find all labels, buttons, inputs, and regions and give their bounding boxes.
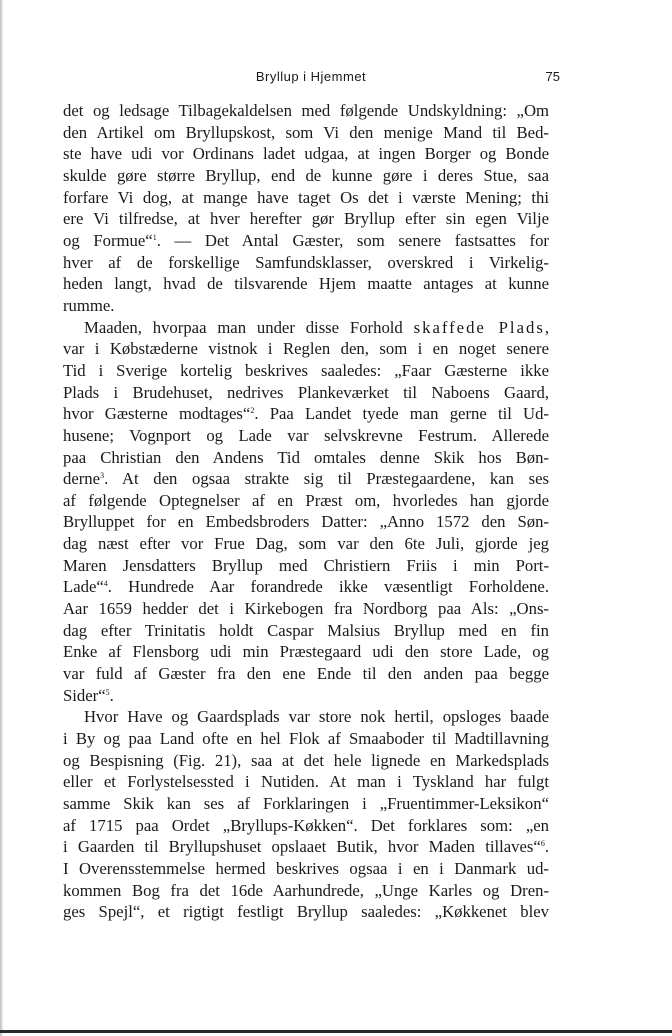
text-run: . xyxy=(109,685,114,705)
emphasized-text: skaffede Plads xyxy=(413,317,545,337)
bottom-border xyxy=(0,1030,672,1033)
text-run: samme Skik kan ses af Forklaringen i „Fruentimmer-Leksikon“ xyxy=(63,794,549,813)
body-text xyxy=(63,100,549,923)
text-line xyxy=(63,273,549,295)
text-run: . At den ogsaa strakte sig til Præstegaardene, kan ses xyxy=(104,469,549,489)
text-run: dag næst efter vor Frue Dag, som var den 6te Juli, gjorde jeg xyxy=(63,534,549,554)
text-line xyxy=(63,555,549,577)
text-run: derne xyxy=(63,469,101,489)
text-run: det og ledsage Tilbagekaldelsen med følgende Undskyldning: „Om xyxy=(63,101,549,120)
text-line xyxy=(63,598,549,620)
text-line xyxy=(63,685,549,707)
text-line xyxy=(63,511,549,533)
text-line xyxy=(63,771,549,793)
text-run: ges Spejl“, et rigtigt festligt Bryllup saaledes: „Køkkenet blev xyxy=(63,902,549,922)
text-line xyxy=(63,901,549,923)
footnote-marker: 3 xyxy=(100,471,105,481)
text-run: kommen Bog fra det 16de Aarhundrede, „Unge Karles og Dren- xyxy=(63,880,549,900)
text-line xyxy=(63,187,549,209)
text-line xyxy=(63,100,549,122)
text-line xyxy=(63,880,549,902)
text-run: husene; Vognport og Lade var selvskrevne Festrum. Allerede xyxy=(63,425,549,445)
text-line xyxy=(63,793,549,815)
text-run: . Paa Landet tyede man gerne til Ud- xyxy=(254,404,549,424)
text-line xyxy=(63,317,549,339)
text-line xyxy=(63,728,549,750)
text-line xyxy=(63,641,549,663)
text-run: eller et Forlystelsessted i Nutiden. At man i Tyskland har fulgt xyxy=(63,772,549,792)
text-run: Lade“ xyxy=(63,577,104,597)
text-run: Maren Jensdatters Bryllup med Christiern Friis i min Port- xyxy=(63,555,549,575)
text-run: Maaden, hvorpaa man under disse Forhold xyxy=(84,317,414,337)
text-line xyxy=(63,706,549,728)
text-run: Aar 1659 hedder det i Kirkebogen fra Nordborg paa Als: „Ons- xyxy=(63,599,549,619)
text-run: Hvor Have og Gaardsplads var store nok hertil, opsloges baade xyxy=(84,707,549,727)
text-run: dag efter Trinitatis holdt Caspar Malsius Bryllup med en fin xyxy=(63,620,549,640)
text-run: I Overensstemmelse hermed beskrives ogsaa i en i Danmark ud- xyxy=(63,858,549,878)
text-run: . — Det Antal Gæster, som senere fastsattes for xyxy=(156,230,549,250)
text-run: Tid i Sverige kortelig beskrives saaledes: „Faar Gæsterne ikke xyxy=(63,360,549,380)
text-run: ere Vi tilfredse, at hver herefter gør Bryllup efter sin egen Vilje xyxy=(63,209,549,229)
footnote-marker: 4 xyxy=(103,579,108,589)
text-run: og Formue“ xyxy=(63,230,153,250)
text-run: forfare Vi dog, at mange have taget Os det i værste Mening; thi xyxy=(63,187,549,207)
footnote-marker: 1 xyxy=(152,232,157,242)
text-run: ste have udi vor Ordinans ladet udgaa, at ingen Borger og Bonde xyxy=(63,144,549,164)
text-run: i By og paa Land ofte en hel Flok af Smaaboder til Madtillavning xyxy=(63,729,549,749)
text-run: paa Christian den Andens Tid omtales denne Skik hos Bøn- xyxy=(63,447,549,467)
text-line xyxy=(63,533,549,555)
running-head-title: Bryllup i Hjemmet xyxy=(255,69,367,84)
text-run: og Bespisning (Fig. 21), saa at det hele lignede en Markedsplads xyxy=(63,750,549,770)
text-line xyxy=(63,620,549,642)
page-number: 75 xyxy=(545,69,560,84)
text-line xyxy=(63,338,549,360)
text-line xyxy=(63,858,549,880)
text-line xyxy=(63,165,549,187)
text-line xyxy=(63,143,549,165)
text-run: , xyxy=(544,317,549,337)
text-line xyxy=(63,447,549,469)
text-run: i Gaarden til Bryllupshuset opslaaet Butik, hvor Maden tillaves“ xyxy=(63,837,541,857)
text-line xyxy=(63,815,549,837)
text-run: rumme. xyxy=(63,295,115,315)
text-run: heden langt, hvad de tilsvarende Hjem maatte antages at kunne xyxy=(63,274,549,294)
text-run: skulde gøre større Bryllup, end de kunne gøre i deres Stue, saa xyxy=(63,165,549,185)
text-line xyxy=(63,750,549,772)
text-line xyxy=(63,836,549,858)
text-line xyxy=(63,295,549,317)
text-run: var i Købstæderne vistnok i Reglen den, som i en noget senere xyxy=(63,339,549,359)
text-line xyxy=(63,403,549,425)
running-head xyxy=(62,69,560,89)
text-run: Plads i Brudehuset, nedrives Plankeværket til Naboens Gaard, xyxy=(63,382,549,402)
text-run: . xyxy=(544,837,549,857)
text-run: hvor Gæsterne modtages“ xyxy=(63,404,251,424)
text-run: . Hundrede Aar forandrede ikke væsentligt Forholdene. xyxy=(107,577,549,597)
text-line xyxy=(63,360,549,382)
text-line xyxy=(63,382,549,404)
text-line xyxy=(63,230,549,252)
footnote-marker: 2 xyxy=(250,406,255,416)
text-run: Enke af Flensborg udi min Præstegaard udi den store Lade, og xyxy=(63,642,549,662)
text-line xyxy=(63,208,549,230)
text-line xyxy=(63,122,549,144)
text-line xyxy=(63,490,549,512)
text-line xyxy=(63,252,549,274)
page-edge-shadow xyxy=(0,0,3,1036)
text-run: var fuld af Gæster fra den ene Ende til den anden paa begge xyxy=(63,664,549,684)
footnote-marker: 5 xyxy=(105,687,110,697)
text-run: Sider“ xyxy=(63,685,106,705)
footnote-marker: 6 xyxy=(540,839,545,849)
text-run: den Artikel om Bryllupskost, som Vi den menige Mand til Bed- xyxy=(63,122,549,142)
text-run: af følgende Optegnelser af en Præst om, hvorledes han gjorde xyxy=(63,490,549,510)
text-line xyxy=(63,663,549,685)
text-line xyxy=(63,425,549,447)
text-run: af 1715 paa Ordet „Bryllups-Køkken“. Det forklares som: „en xyxy=(63,815,549,835)
text-run: hver af de forskellige Samfundsklasser, overskred i Virkelig- xyxy=(63,252,549,272)
text-line xyxy=(63,468,549,490)
text-run: Brylluppet for en Embedsbroders Datter: „Anno 1572 den Søn- xyxy=(63,512,549,532)
text-line xyxy=(63,576,549,598)
